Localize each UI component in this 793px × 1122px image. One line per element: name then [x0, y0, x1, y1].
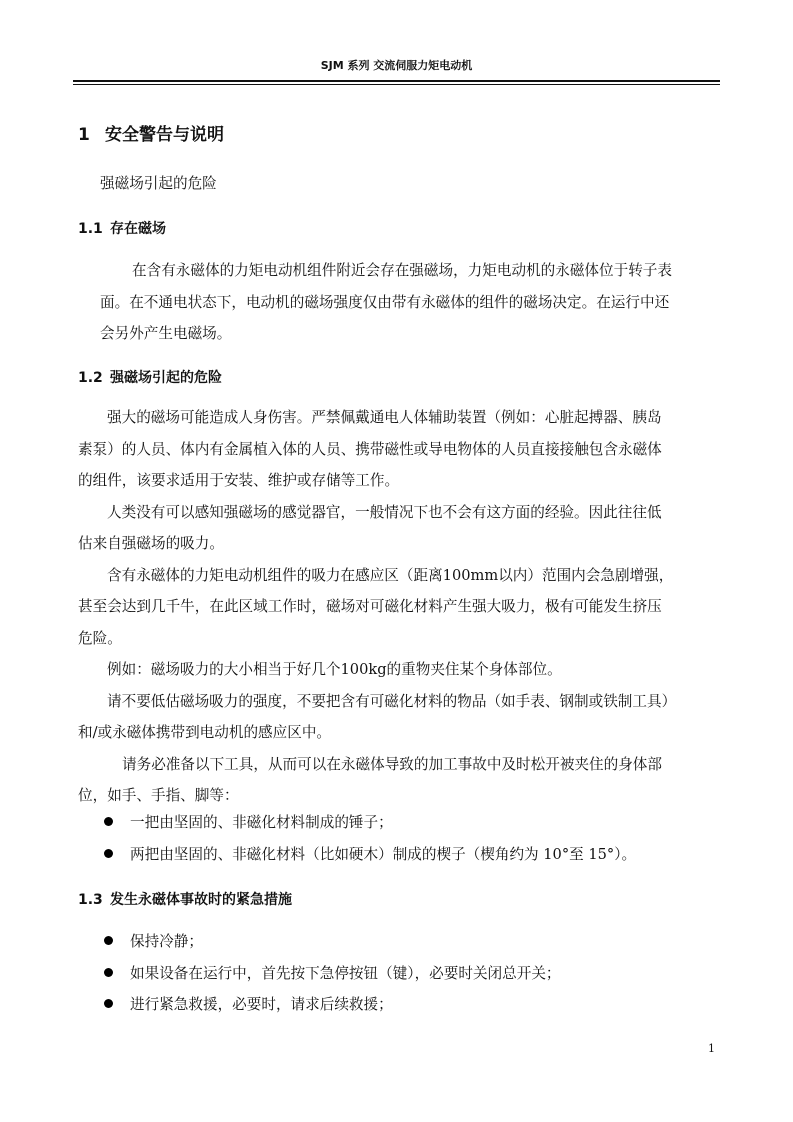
- section-1-intro: 强磁场引起的危险: [100, 175, 217, 192]
- text-line: 强大的磁场可能造成人身伤害。严禁佩戴通电人体辅助装置（例如：心脏起搏器、胰岛: [107, 409, 662, 426]
- section-title: 存在磁场: [110, 221, 166, 237]
- bullet-icon: [104, 936, 113, 945]
- bullet-icon: [104, 999, 113, 1008]
- text-line: 人类没有可以感知强磁场的感觉器官，一般情况下也不会有这方面的经验。因此往往低: [107, 503, 662, 521]
- bullet-item: [104, 841, 636, 869]
- bullet-text: 保持冷静；: [130, 933, 203, 950]
- text-line: 面。在不通电状态下，电动机的磁场强度仅由带有永磁体的组件的磁场决定。在运行中还: [100, 293, 670, 311]
- text-line: 在含有永磁体的力矩电动机组件附近会存在强磁场，力矩电动机的永磁体位于转子表: [132, 262, 672, 279]
- section-1-2-body: [78, 402, 718, 812]
- bullet-text: 进行紧急救援，必要时，请求后续救援；: [130, 996, 393, 1013]
- bullet-item: [104, 991, 393, 1019]
- text-line: 和/或永磁体携带到电动机的感应区中。: [78, 724, 332, 741]
- section-number: 1.1: [78, 221, 103, 237]
- text-line: 危险。: [78, 629, 122, 647]
- section-1-1-body: [78, 255, 718, 350]
- page-number: 1: [708, 1042, 715, 1055]
- section-number: 1: [78, 125, 90, 145]
- bullet-item: [104, 960, 561, 988]
- section-1-1-heading: [78, 218, 166, 238]
- bullet-text: 两把由坚固的、非磁化材料（比如硬木）制成的楔子（楔角约为 10°至 15°）。: [130, 846, 637, 863]
- bullet-icon: [104, 817, 113, 826]
- section-number: 1.2: [78, 370, 103, 386]
- section-title: 发生永磁体事故时的紧急措施: [110, 892, 292, 908]
- running-header: SJM 系列 交流伺服力矩电动机: [320, 59, 473, 72]
- bullet-text: 如果设备在运行中，首先按下急停按钮（键），必要时关闭总开关；: [130, 965, 561, 982]
- bullet-icon: [104, 849, 113, 858]
- section-1-2-heading: [78, 367, 222, 387]
- section-title: 强磁场引起的危险: [110, 370, 222, 386]
- text-line: 请务必准备以下工具，从而可以在永磁体导致的加工事故中及时松开被夹住的身体部: [122, 755, 662, 773]
- bullet-text: 一把由坚固的、非磁化材料制成的锤子；: [130, 814, 393, 831]
- text-line: 的组件，该要求适用于安装、维护或存储等工作。: [78, 472, 400, 489]
- text-line: 素泵）的人员、体内有金属植入体的人员、携带磁性或导电物体的人员直接接触包含永磁体: [78, 440, 662, 458]
- bullet-item: [104, 928, 203, 956]
- text-line: 请不要低估磁场吸力的强度，不要把含有可磁化材料的物品（如手表、钢制或铁制工具）: [107, 692, 677, 710]
- bullet-icon: [104, 968, 113, 977]
- section-number: 1.3: [78, 892, 103, 908]
- text-line: 估来自强磁场的吸力。: [78, 535, 224, 552]
- text-line: 例如：磁场吸力的大小相当于好几个100kg的重物夹住某个身体部位。: [107, 661, 562, 678]
- text-line: 会另外产生电磁场。: [100, 325, 232, 342]
- section-1-3-heading: [78, 889, 292, 909]
- section-1-heading: [78, 120, 224, 145]
- text-line: 位，如手、手指、脚等：: [78, 787, 239, 804]
- text-line: 甚至会达到几千牛，在此区域工作时，磁场对可磁化材料产生强大吸力，极有可能发生挤压: [78, 598, 662, 615]
- section-title: 安全警告与说明: [105, 125, 224, 145]
- header-rule-thin: [73, 84, 720, 85]
- bullet-item: [104, 809, 393, 837]
- header-rule-thick: [73, 80, 720, 82]
- text-line: 含有永磁体的力矩电动机组件的吸力在感应区（距离100mm以内）范围内会急剧增强，: [107, 566, 674, 584]
